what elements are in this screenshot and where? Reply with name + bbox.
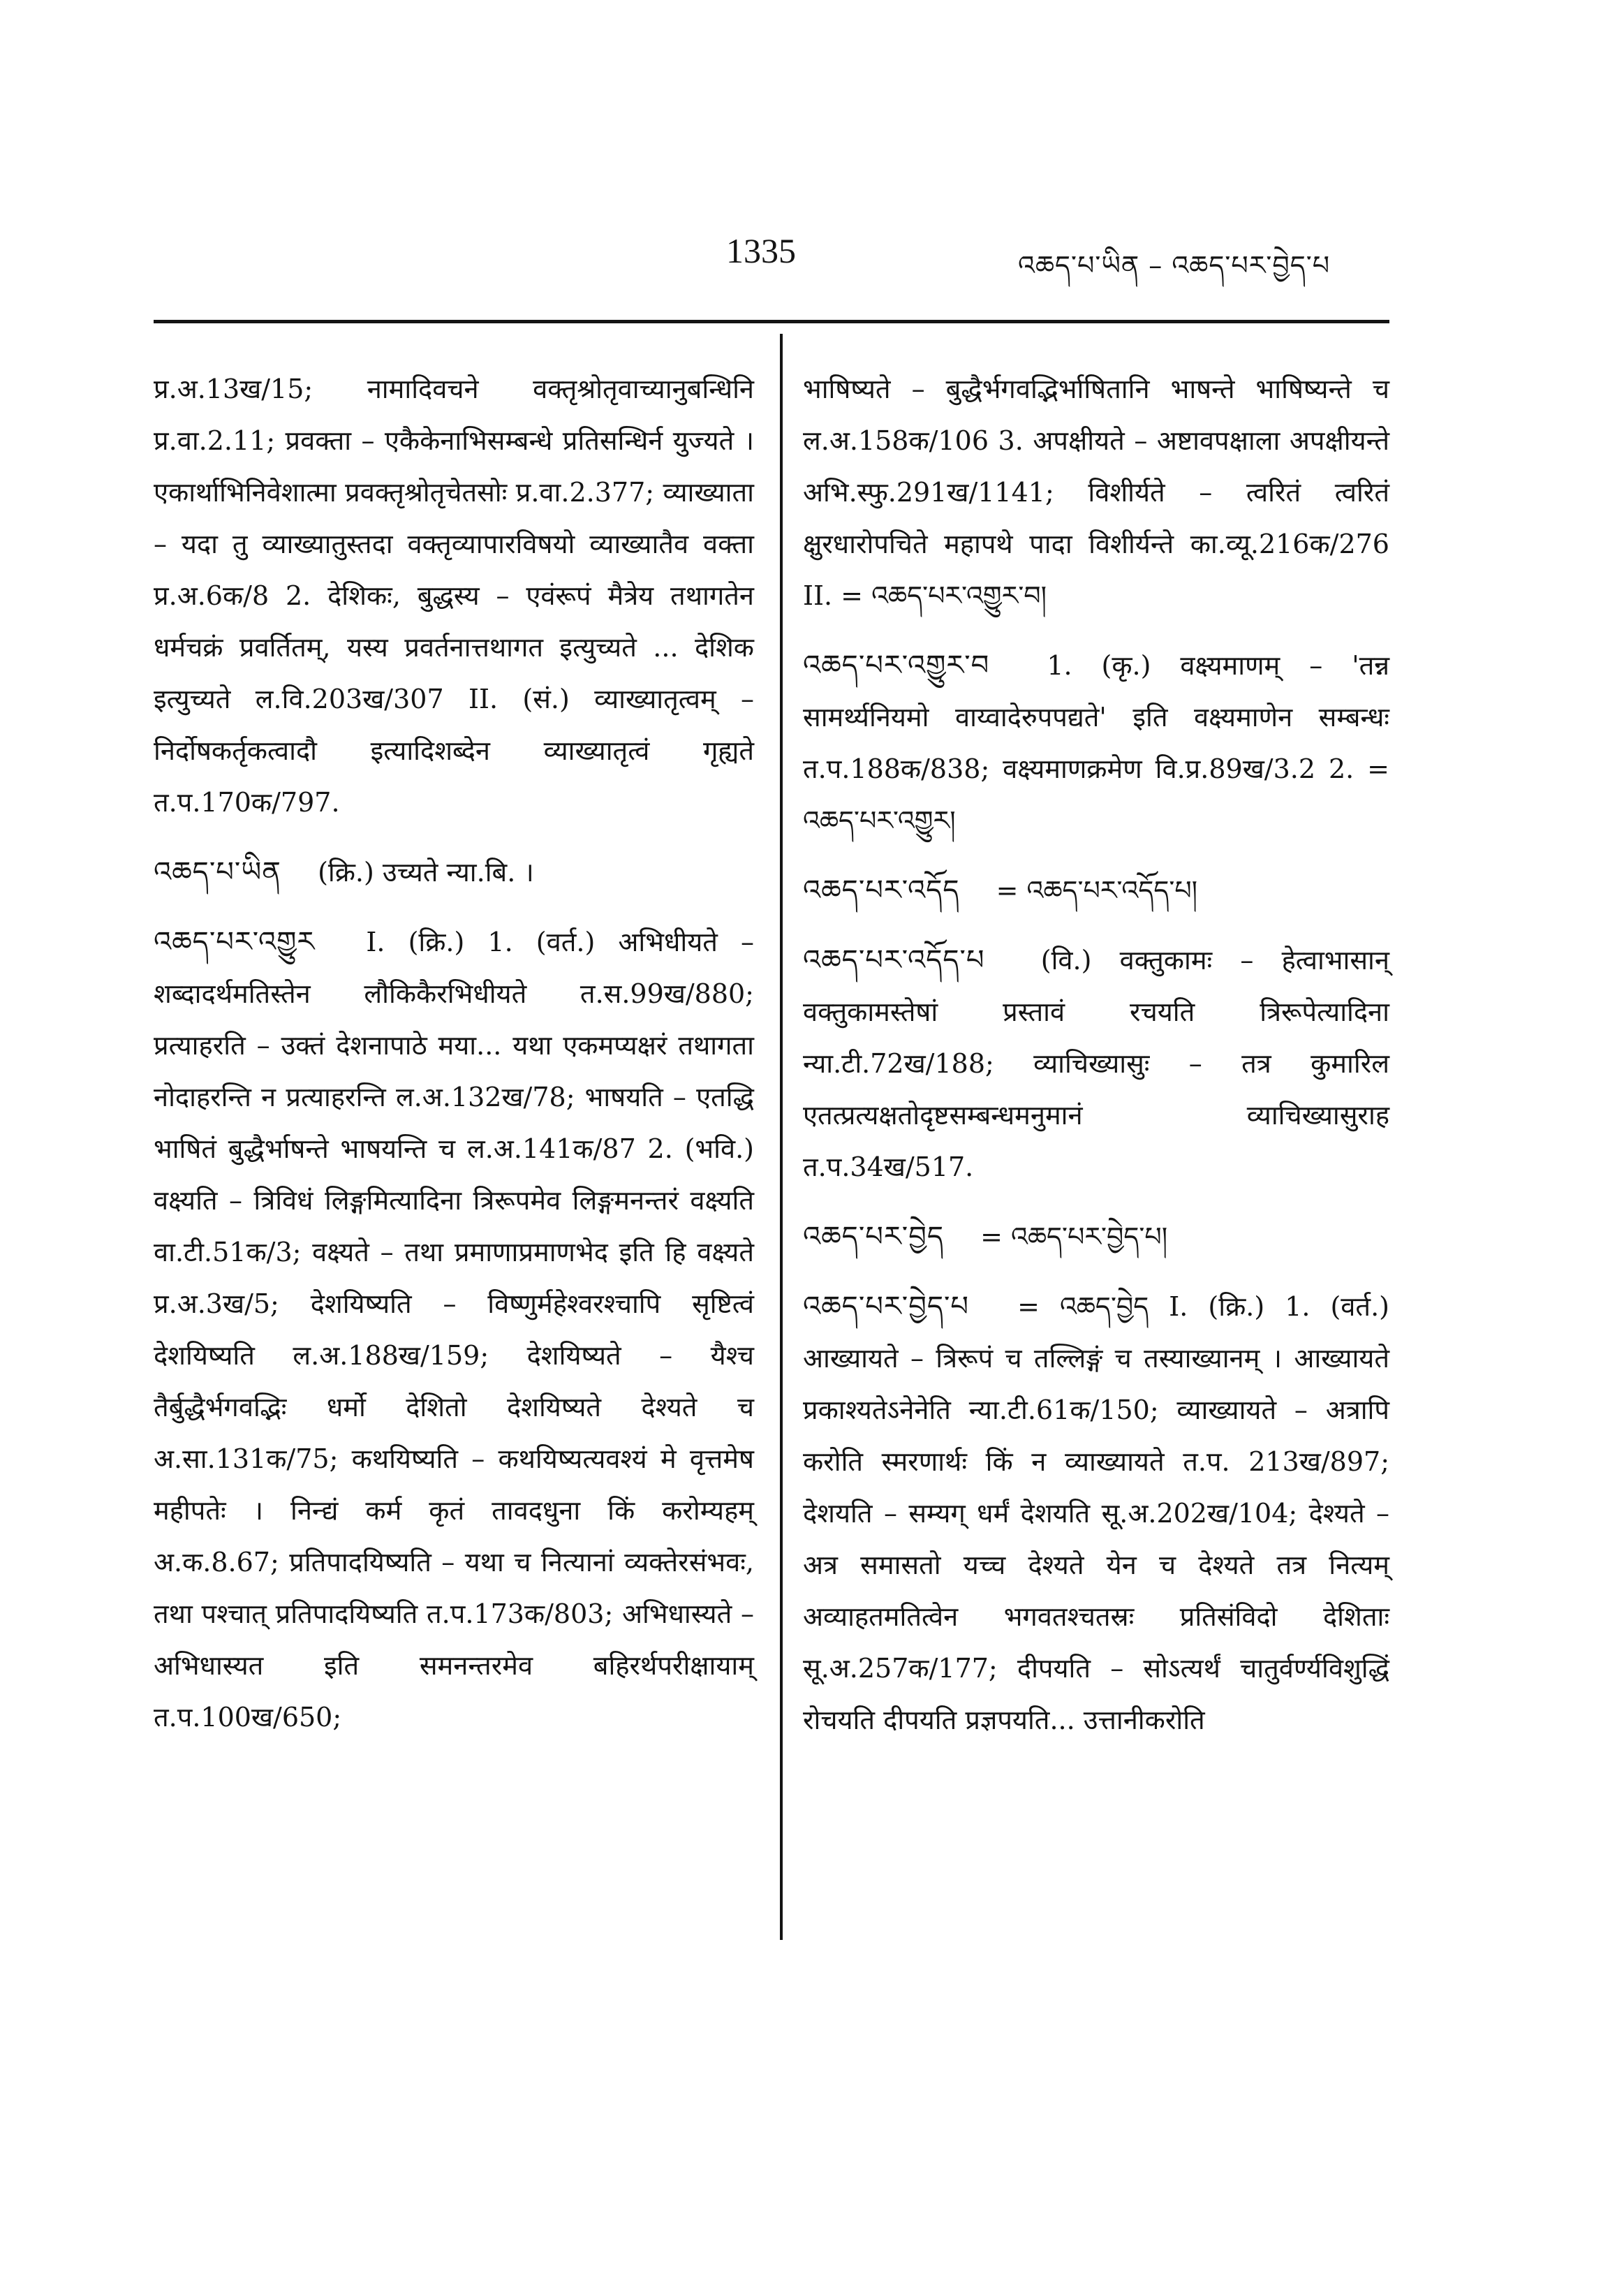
entry-text: = འཆད་པར་བྱེད་པ། xyxy=(980,1221,1168,1252)
left-column xyxy=(154,363,754,1761)
entry-text: भाषिष्यते – बुद्धैर्भगवद्भिर्भाषितानि भाषन्ते भाषिष्यन्ते च ल.अ.158क/106 3. अपक्षीयते – अष्टावपक्षाला अपक्षीयन्ते अभि.स्फु.291ख/1141; विशीर्यते – त्वरितं त्वरितं क्षुरधारोपचिते महापथे पादा विशीर्यन्ते का.व्यू.216क/276 II. = འཆད་པར་འགྱུར་བ། xyxy=(803,374,1389,611)
dictionary-entry xyxy=(803,865,1389,916)
entry-headword: འཆད་པར་འདོད་པ xyxy=(803,944,985,976)
running-head: འཆད་པ་ཡིན – འཆད་པར་བྱེད་པ xyxy=(1018,250,1331,281)
entry-text: = འཆད་པར་འདོད་པ། xyxy=(996,875,1198,906)
entry-headword: འཆད་པ་ཡིན xyxy=(154,856,281,888)
right-column xyxy=(803,363,1389,1764)
page-header xyxy=(0,230,1624,286)
entry-headword: འཆད་པར་འགྱུར་བ xyxy=(803,649,990,682)
entry-text: = འཆད་བྱེད I. (क्रि.) 1. (वर्त.) आख्यायते – त्रिरूपं च तल्लिङ्गं च तस्याख्यानम् । आख्यायते प्रकाश्यतेऽनेनेति न्या.टी.61क/150; व्याख्यायते – अत्रापि करोति स्मरणार्थः किं न व्याख्यायते त.प. 213ख/897; देशयति – सम्यग् धर्मं देशयति सू.अ.202ख/104; देश्यते – अत्र समासतो यच्च देश्यते येन च देश्यते तत्र नित्यम् अव्याहतमतित्वेन भगवतश्चतस्रः प्रतिसंविदो देशिताः सू.अ.257क/177; दीपयति – सोऽत्यर्थं चातुर्वर्ण्यविशुद्धिं रोचयति दीपयति प्रज्ञपयति... उत्तानीकरोति xyxy=(803,1291,1389,1735)
entry-text: (वि.) वक्तुकामः – हेत्वाभासान् वक्तुकामस्तेषां प्रस्तावं रचयति त्रिरूपेत्यादिना न्या.टी.72ख/188; व्याचिख्यासुः – तत्र कुमारिल एतत्प्रत्यक्षतोदृष्टसम्बन्धमनुमानं व्याचिख्यासुराह त.प.34ख/517. xyxy=(803,945,1389,1182)
dictionary-entry xyxy=(803,640,1389,846)
dictionary-entry xyxy=(154,846,754,898)
dictionary-entry xyxy=(803,934,1389,1193)
entry-text: I. (क्रि.) 1. (वर्त.) अभिधीयते – शब्दादर्थमतिस्तेन लौकिकैरभिधीयते त.स.99ख/880; प्रत्याहरति – उक्तं देशनापाठे मया... यथा एकमप्यक्षरं तथागता नोदाहरन्ति न प्रत्याहरन्ति ल.अ.132ख/78; भाषयति – एतद्धि भाषितं बुद्धैर्भाषन्ते भाषयन्ति च ल.अ.141क/87 2. (भवि.) वक्ष्यति – त्रिविधं लिङ्गमित्यादिना त्रिरूपमेव लिङ्गमनन्तरं वक्ष्यति वा.टी.51क/3; वक्ष्यते – तथा प्रमाणाप्रमाणभेद इति हि वक्ष्यते प्र.अ.3ख/5; देशयिष्यति – विष्णुर्महेश्वरश्चापि सृष्टित्वं देशयिष्यति ल.अ.188ख/159; देशयिष्यते – यैश्च तैर्बुद्धैर्भगवद्भिः धर्मो देशितो देशयिष्यते देश्यते च अ.सा.131क/75; कथयिष्यति – कथयिष्यत्यवश्यं मे वृत्तमेष महीपतेः । निन्द्यं कर्म कृतं तावदधुना किं करोम्यहम् अ.क.8.67; प्रतिपादयिष्यति – यथा च नित्यानां व्यक्तेरसंभवः, तथा पश्चात् प्रतिपादयिष्यति त.प.173क/803; अभिधास्यते – अभिधास्यत इति समनन्तरमेव बहिरर्थपरीक्षायाम् त.प.100ख/650; xyxy=(154,927,754,1733)
entry-headword: འཆད་པར་བྱེད་པ xyxy=(803,1291,970,1323)
header-rule xyxy=(154,320,1389,323)
entry-headword: འཆད་པར་འདོད xyxy=(803,874,960,906)
dictionary-entry xyxy=(154,363,754,828)
dictionary-entry xyxy=(154,916,754,1743)
column-divider xyxy=(780,334,783,1940)
entry-text: (क्रि.) उच्यते न्या.बि. । xyxy=(318,857,534,888)
entry-text: 1. (कृ.) वक्ष्यमाणम् – 'तन्न सामर्थ्यनियमो वाय्वादेरुपपद्यते' इति वक्ष्यमाणेन सम्बन्धः त.प.188क/838; वक्ष्यमाणक्रमेण वि.प्र.89ख/3.2 2. = འཆད་པར་འགྱུར། xyxy=(803,650,1389,836)
dictionary-entry xyxy=(803,1211,1389,1263)
dictionary-entry xyxy=(803,363,1389,622)
entry-text: प्र.अ.13ख/15; नामादिवचने वक्तृश्रोतृवाच्यानुबन्धिनि प्र.वा.2.11; प्रवक्ता – एकैकेनाभिसम्बन्धे प्रतिसन्धिर्न युज्यते । एकार्थाभिनिवेशात्मा प्रवक्तृश्रोतृचेतसोः प्र.वा.2.377; व्याख्याता – यदा तु व्याख्यातुस्तदा वक्तृव्यापारविषयो व्याख्यातैव वक्ता प्र.अ.6क/8 2. देशिकः, बुद्धस्य – एवंरूपं मैत्रेय तथागतेन धर्मचक्रं प्रवर्तितम्, यस्य प्रवर्तनात्तथागत इत्युच्यते ... देशिक इत्युच्यते ल.वि.203ख/307 II. (सं.) व्याख्यातृत्वम् – निर्दोषकर्तृकत्वादौ इत्यादिशब्देन व्याख्यातृत्वं गृह्यते त.प.170क/797. xyxy=(154,374,754,818)
page-number: 1335 xyxy=(726,231,796,270)
dictionary-entry xyxy=(803,1281,1389,1746)
entry-headword: འཆད་པར་འགྱུར xyxy=(154,926,316,958)
entry-headword: འཆད་པར་བྱེད xyxy=(803,1221,944,1253)
